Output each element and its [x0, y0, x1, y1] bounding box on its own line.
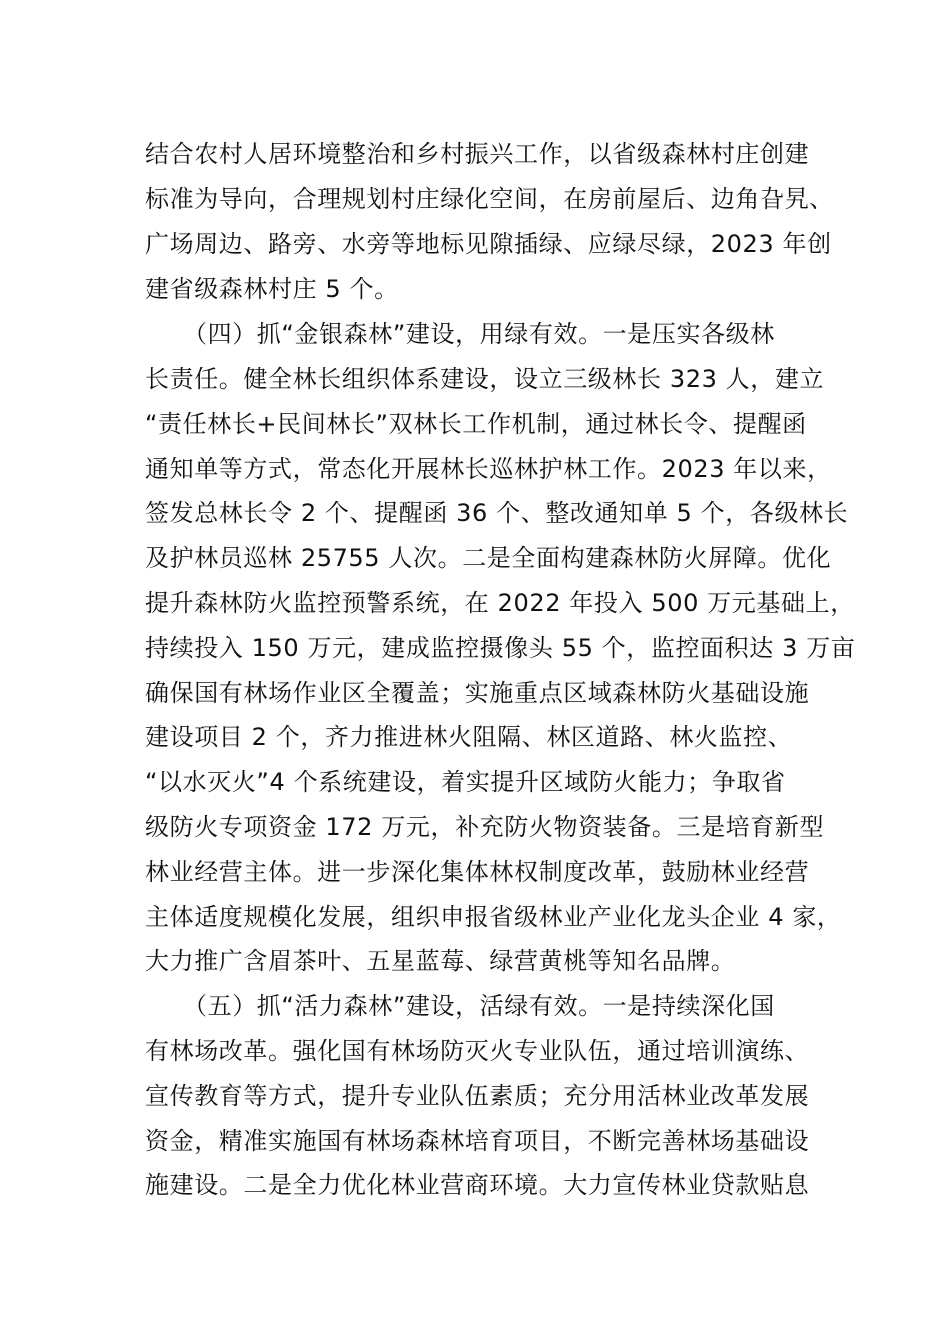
paragraph-line: 及护林员巡林 25755 人次。二是全面构建森林防火屏障。优化: [145, 544, 832, 572]
paragraph-line: 签发总林长令 2 个、提醒函 36 个、整改通知单 5 个，各级林长: [145, 499, 849, 527]
paragraph-line: 长责任。健全林长组织体系建设，设立三级林长 323 人，建立: [145, 365, 825, 393]
paragraph-line: 宣传教育等方式，提升专业队伍素质；充分用活林业改革发展: [145, 1082, 810, 1110]
paragraph-line: 建设项目 2 个，齐力推进林火阻隔、林区道路、林火监控、: [145, 723, 793, 751]
paragraph-line: 确保国有林场作业区全覆盖；实施重点区域森林防火基础设施: [145, 679, 810, 707]
paragraph-line: “责任林长+民间林长”双林长工作机制，通过林长令、提醒函: [145, 410, 807, 438]
paragraph-line: 提升森林防火监控预警系统，在 2022 年投入 500 万元基础上，: [145, 589, 855, 617]
paragraph-line: 广场周边、路旁、水旁等地标见隙插绿、应绿尽绿，2023 年创: [145, 230, 832, 258]
paragraph-line: 林业经营主体。进一步深化集体林权制度改革，鼓励林业经营: [145, 858, 810, 886]
paragraph-line: 通知单等方式，常态化开展林长巡林护林工作。2023 年以来，: [145, 455, 832, 483]
paragraph-line: 级防火专项资金 172 万元，补充防火物资装备。三是培育新型: [145, 813, 825, 841]
paragraph-line: 施建设。二是全力优化林业营商环境。大力宣传林业贷款贴息: [145, 1171, 810, 1199]
section-five-first-line: （五）抓“活力森林”建设，活绿有效。一是持续深化国: [183, 992, 775, 1020]
paragraph-line: 标准为导向，合理规划村庄绿化空间，在房前屋后、边角旮旯、: [145, 185, 834, 213]
paragraph-line: 持续投入 150 万元，建成监控摄像头 55 个，监控面积达 3 万亩: [145, 634, 856, 662]
paragraph-line: 建省级森林村庄 5 个。: [145, 275, 399, 303]
paragraph-line: 主体适度规模化发展，组织申报省级林业产业化龙头企业 4 家，: [145, 903, 842, 931]
section-four-first-line: （四）抓“金银森林”建设，用绿有效。一是压实各级林: [183, 320, 775, 348]
paragraph-line: “以水灭火”4 个系统建设，着实提升区域防火能力；争取省: [145, 768, 786, 796]
paragraph-line: 结合农村人居环境整治和乡村振兴工作，以省级森林村庄创建: [145, 140, 810, 168]
paragraph-line: 有林场改革。强化国有林场防灭火专业队伍，通过培训演练、: [145, 1037, 810, 1065]
paragraph-line: 资金，精准实施国有林场森林培育项目，不断完善林场基础设: [145, 1127, 810, 1155]
paragraph-line: 大力推广含眉茶叶、五星蓝莓、绿营黄桃等知名品牌。: [145, 947, 736, 975]
